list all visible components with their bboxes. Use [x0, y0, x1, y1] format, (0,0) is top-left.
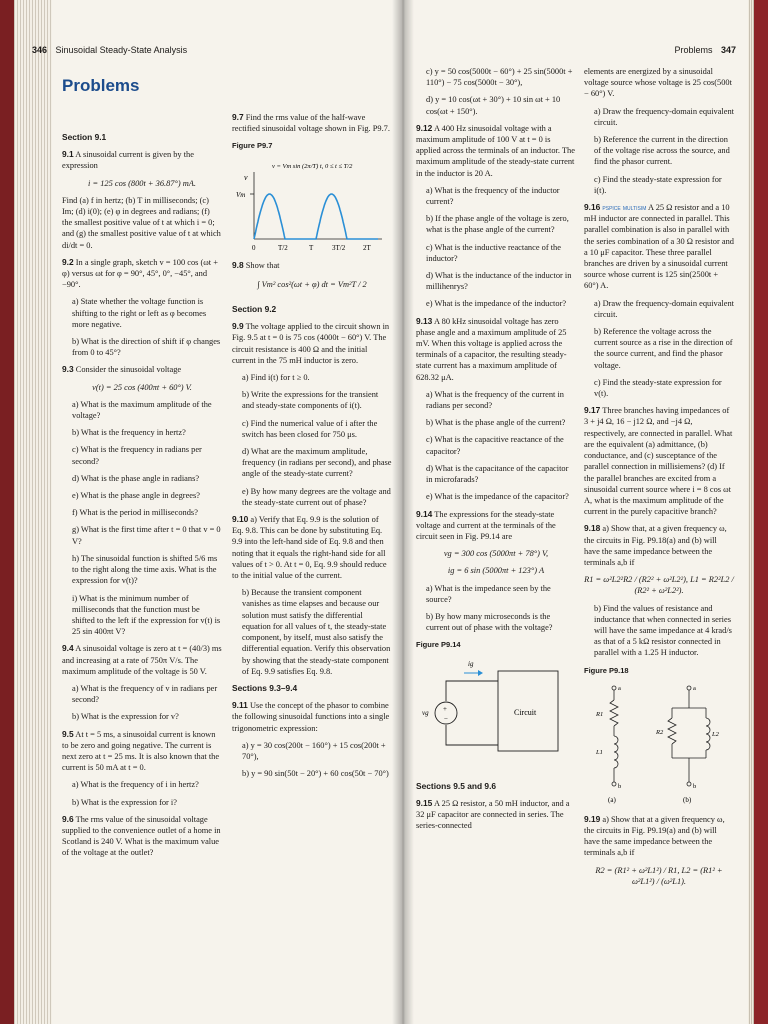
page-title: Problems [62, 76, 140, 95]
subquestion: c) What is the inductive reactance of the inductor? [426, 242, 561, 263]
subquestion: b) What is the direction of shift if φ changes from 0 to 45°? [72, 337, 221, 358]
problem-9-12: 9.12 A 400 Hz sinusoidal voltage with a maximum amplitude of 100 V at t = 0 is applied across the terminals of an inductor. The maximum amplitude of the steady-state current in the inductor is 20 A. [416, 122, 575, 178]
component-label: L2 [712, 730, 719, 738]
running-head-right [674, 45, 736, 55]
wave-expression: v = Vm sin (2π/T) t, 0 ≤ t ≤ T/2 [272, 162, 353, 170]
problem-9-13: 9.13 A 80 kHz sinusoidal voltage has zero phase angle and a maximum amplitude of 25 mV. When this voltage is applied across the terminals of a capacitor, the resulting steady-state current has a maximum amplitude of 628.32 μA. [416, 315, 567, 382]
plus-sign: + [443, 704, 447, 713]
terminal-label: b [693, 782, 697, 790]
component-label: L1 [596, 748, 603, 756]
subquestion: d) What is the capacitance of the capacitor in microfarads? [426, 463, 569, 485]
terminal-a [612, 686, 616, 690]
page-number: 346 [32, 45, 48, 55]
left-column-2 [232, 112, 392, 785]
section-heading: Sections 9.5 and 9.6 [416, 780, 497, 791]
subquestion: b) What is the expression for v? [72, 712, 179, 722]
subquestion: d) y = 10 cos(ωt + 30°) + 10 sin ωt + 10 cos(ωt + 150°). [426, 95, 561, 116]
axis-label-vm: Vm [236, 190, 246, 199]
right-column-1 [416, 66, 576, 837]
problem-9-15: 9.15 A 25 Ω resistor, a 50 mH inductor, and a 32 μF capacitor are connected in series. The series-connected [416, 797, 570, 831]
problem-9-4: 9.4 A sinusoidal voltage is zero at t = (40/3) ms and increasing at a rate of 750π V/s. The maximum amplitude of the voltage is 50 V. [62, 643, 222, 676]
multisim-tag: MULTISIM [622, 206, 647, 213]
subquestion: e) What is the impedance of the capacitor? [426, 492, 569, 502]
subquestion: b) What is the phase angle of the current? [426, 418, 566, 428]
subquestion: b) Reference the current in the direction of the voltage rise across the source, and find the phasor current. [594, 135, 730, 167]
subquestion: a) State whether the voltage function is shifting to the right or left as φ becomes more negative. [72, 297, 207, 329]
resistor-r1-icon [610, 700, 618, 726]
equation: vg = 300 cos (5000πt + 78°) V, [443, 549, 549, 559]
subquestion: b) Find the values of resistance and inductance that when connected in series will have the same impedance at 4 krad/s as that of a 5 kΩ resistor connected in parallel with a 1.25 H inductor. [594, 603, 732, 658]
page-edges-right [754, 0, 768, 1024]
subquestion: b) y = 90 sin(50t − 20°) + 60 cos(50t − 70°) [242, 769, 389, 779]
subquestion: e) What is the phase angle in degrees? [72, 491, 200, 501]
subquestion: b) Because the transient component vanishes as time elapses and because our solution must satisfy the differential equation for all values of t, the steady-state component, by itself, must also satisfy the differential equation. Verify this observation by showing that the steady-state component of Eq. 9.9 satisfies Eq. 9.8. [242, 588, 391, 676]
tick-label: 2T [363, 243, 371, 252]
resistor-r2-icon [668, 718, 676, 744]
subquestion: c) What is the frequency in radians per second? [72, 445, 202, 466]
subquestion: c) Find the steady-state expression for v(t). [594, 377, 722, 399]
subquestion: a) Draw the frequency-domain equivalent circuit. [594, 106, 734, 127]
problem-9-9: 9.9 The voltage applied to the circuit shown in Fig. 9.5 at t = 0 is 75 cos (4000t − 60°) V. The circuit resistance is 400 Ω and the initial current in the 75 mH inductor is zero. [232, 321, 390, 365]
equation: v(t) = 25 cos (400πt + 60°) V. [92, 382, 192, 392]
subquestion: d) What are the maximum amplitude, frequency (in radians per second), and phase angle of the steady-state current? [242, 447, 392, 479]
subquestion: h) The sinusoidal function is shifted 5/6 ms to the right along the time axis. What is the expression for v(t)? [72, 553, 218, 586]
subquestion: e) By how many degrees are the voltage and the steady-state current out of phase? [242, 486, 391, 507]
inductor-l1-icon [614, 736, 618, 768]
figure-label: Figure P9.14 [416, 640, 461, 650]
equation: i = 125 cos (800t + 36.87°) mA. [88, 178, 196, 188]
subquestion: a) What is the maximum amplitude of the voltage? [72, 399, 212, 421]
problem-9-3: 9.3 Consider the sinusoidal voltage [62, 364, 182, 375]
subquestion: b) What is the expression for i? [72, 797, 177, 807]
section-heading: Section 9.2 [232, 304, 277, 315]
subquestion: g) What is the first time after t = 0 that v = 0 V? [72, 525, 221, 546]
subquestion: a) Draw the frequency-domain equivalent circuit. [594, 298, 734, 319]
inductor-l2-icon [706, 718, 710, 750]
problem-9-7: 9.7 Find the rms value of the half-wave rectified sinusoidal voltage shown in Fig. P9.7. [232, 112, 390, 134]
current-label: ig [468, 659, 474, 668]
subquestion: f) What is the period in milliseconds? [72, 508, 198, 518]
subquestion: c) Find the steady-state expression for i(t). [594, 174, 722, 195]
subquestion: b) Write the expressions for the transient and steady-state components of i(t). [242, 390, 379, 411]
equation: ∫ Vm² cos²(ωt + φ) dt = Vm²T / 2 [257, 279, 367, 289]
equation: ig = 6 sin (5000πt + 123°) A [447, 566, 545, 576]
page-number: 347 [720, 45, 736, 55]
equation: R1 = ω²L2²R2 / (R2² + ω²L2²), L1 = R2²L2 / (R2² + ω²L2²). [584, 575, 734, 596]
problem-9-11: 9.11 Use the concept of the phasor to combine the following sinusoidal functions into a single trigonometric expression: [232, 700, 390, 733]
half-wave-rectified-plot [232, 154, 392, 254]
tick-label: 3T/2 [332, 243, 346, 252]
section-heading: Section 9.1 [62, 132, 107, 142]
component-label: R2 [656, 728, 664, 736]
page-edges-left [0, 0, 52, 1024]
problem-9-16: 9.16 PSPICE MULTISIM A 25 Ω resistor and a 10 mH inductor are connected in parallel. This parallel combination is also in parallel with the series combination of a 30 Ω resistor and a 10 μF capacitor. These three parallel branches are driven by a sinusoidal current source whose current is 125 sin(2500t + 60°) A. [584, 202, 734, 291]
subquestion: a) What is the frequency of the current in radians per second? [426, 389, 564, 411]
problem-9-2: 9.2 In a single graph, sketch v = 100 cos (ωt + φ) versus ωt for φ = 90°, 45°, 0°, −45°, and −90°. [62, 256, 218, 290]
subquestion: a) What is the frequency of the inductor current? [426, 185, 560, 207]
voltage-label: vg [422, 708, 429, 717]
problem-9-14: 9.14 The expressions for the steady-state voltage and current at the terminals of the circuit seen in Fig. P9.14 are [416, 508, 556, 541]
equation: R2 = (R1² + ω²L1²) / R1, L2 = (R1² + ω²L1²) / (ω²L1). [595, 865, 723, 886]
problem-9-19: 9.19 a) Show that at a given frequency ω, the circuits in Fig. P9.19(a) and (b) will have the same impedance between the terminals a,b if [584, 813, 725, 858]
subfigure-label: (b) [683, 795, 692, 804]
problem-text: elements are energized by a sinusoidal voltage source whose voltage is 25 cos(500t − 60°) V. [584, 67, 732, 99]
terminal-a [687, 686, 691, 690]
problem-9-1: 9.1 A sinusoidal current is given by the expression [62, 149, 194, 171]
tick-label: T/2 [278, 243, 288, 252]
rectified-sine-wave [254, 194, 378, 239]
subquestion: i) What is the minimum number of milliseconds that the function must be shifted to the left if the expression for v(t) is 25 sin 400πt V? [72, 593, 221, 637]
terminal-label: b [618, 782, 622, 790]
pspice-tag: PSPICE [602, 206, 621, 213]
axis-label-v: v [244, 172, 248, 182]
subfigure-label: (a) [608, 795, 616, 804]
subquestion: b) By how many microseconds is the current out of phase with the voltage? [426, 611, 553, 633]
terminal-label: a [693, 684, 696, 692]
subquestion: b) If the phase angle of the voltage is zero, what is the phase angle of the current? [426, 214, 569, 235]
circuit-figure-p9-14 [416, 653, 576, 773]
terminal-b [687, 782, 691, 786]
circuit-label: Circuit [514, 707, 537, 717]
right-page [402, 0, 748, 1024]
running-head-left [32, 45, 187, 55]
component-label: R1 [596, 710, 604, 718]
subquestion: e) What is the impedance of the inductor? [426, 299, 567, 309]
section-heading: Sections 9.3–9.4 [232, 682, 298, 693]
subquestion: b) What is the frequency in hertz? [72, 428, 186, 438]
terminal-label: a [618, 684, 621, 692]
problem-9-5: 9.5 At t = 5 ms, a sinusoidal current is known to be zero and going negative. The current is next zero at t = 25 ms. It is also known that the current is 50 mA at t = 0. [62, 728, 220, 773]
subquestion: a) What is the frequency of i in hertz? [72, 780, 199, 790]
problem-9-8: 9.8 Show that [232, 259, 280, 270]
tick-label: T [309, 243, 314, 252]
left-column-1 [62, 126, 222, 865]
left-page [32, 0, 402, 1024]
subquestion: b) Reference the voltage across the current source as a rise in the direction of the source current, and find the phasor voltage. [594, 327, 733, 370]
running-head-text: Sinusoidal Steady-State Analysis [55, 45, 188, 55]
minus-sign: − [444, 714, 448, 723]
subquestion: a) Find i(t) for t ≥ 0. [242, 373, 310, 383]
subquestion: a) What is the frequency of v in radians per second? [72, 683, 218, 705]
subquestion: d) What is the inductance of the inductor in millihenrys? [426, 271, 572, 292]
circuit-figure-p9-18 [584, 678, 734, 808]
tick-label: 0 [252, 243, 256, 252]
current-arrow-icon [478, 670, 483, 676]
problem-text: Find (a) f in hertz; (b) T in milliseconds; (c) Im; (d) i(0); (e) φ in degrees and radians; (f) the smallest positive value of t at which i = 0; and (g) the smallest positive value of t at which di/dt = 0. [62, 195, 221, 250]
problem-9-10: 9.10 a) Verify that Eq. 9.9 is the solution of Eq. 9.8. This can be done by substituting Eq. 9.9 into the left-hand side of Eq. 9.8 and then noting that it equals the right-hand side for all values of t > 0. At t = 0, Eq. 9.9 should reduce to the initial value of the current. [232, 514, 387, 581]
right-column-2 [584, 66, 734, 893]
subquestion: d) What is the phase angle in radians? [72, 473, 200, 483]
problem-9-6: 9.6 The rms value of the sinusoidal voltage supplied to the convenience outlet of a home in Scotland is 240 V. What is the maximum value of the voltage at the outlet? [62, 813, 221, 858]
subquestion: a) y = 30 cos(200t − 160°) + 15 cos(200t + 70°), [242, 740, 386, 761]
figure-label: Figure P9.7 [232, 141, 273, 151]
figure-label: Figure P9.18 [584, 665, 629, 675]
subquestion: c) y = 50 cos(5000t − 60°) + 25 sin(5000t + 110°) − 75 cos(5000t − 30°), [426, 67, 573, 88]
subquestion: a) What is the impedance seen by the source? [426, 583, 551, 604]
problem-9-17: 9.17 Three branches having impedances of 3 + j4 Ω, 16 − j12 Ω, and −j4 Ω, respectively, are connected in parallel. What are the equivalent (a) admittance, (b) conductance, and (c) susceptance of the parallel connection in millisiemens? (d) If the parallel branches are excited from a sinusoidal current source where i = 8 cos ωt A, what is the maximum amplitude of the current in the purely capacitive branch? [584, 405, 733, 517]
subquestion: c) What is the capacitive reactance of the capacitor? [426, 435, 564, 456]
problem-9-18: 9.18 a) Show that, at a given frequency ω, the circuits in Fig. P9.18(a) and (b) will have the same impedance between the terminals a,b if [584, 523, 727, 567]
running-head-text: Problems [674, 45, 713, 55]
terminal-b [612, 782, 616, 786]
subquestion: c) Find the numerical value of i after the switch has been closed for 750 μs. [242, 418, 378, 439]
